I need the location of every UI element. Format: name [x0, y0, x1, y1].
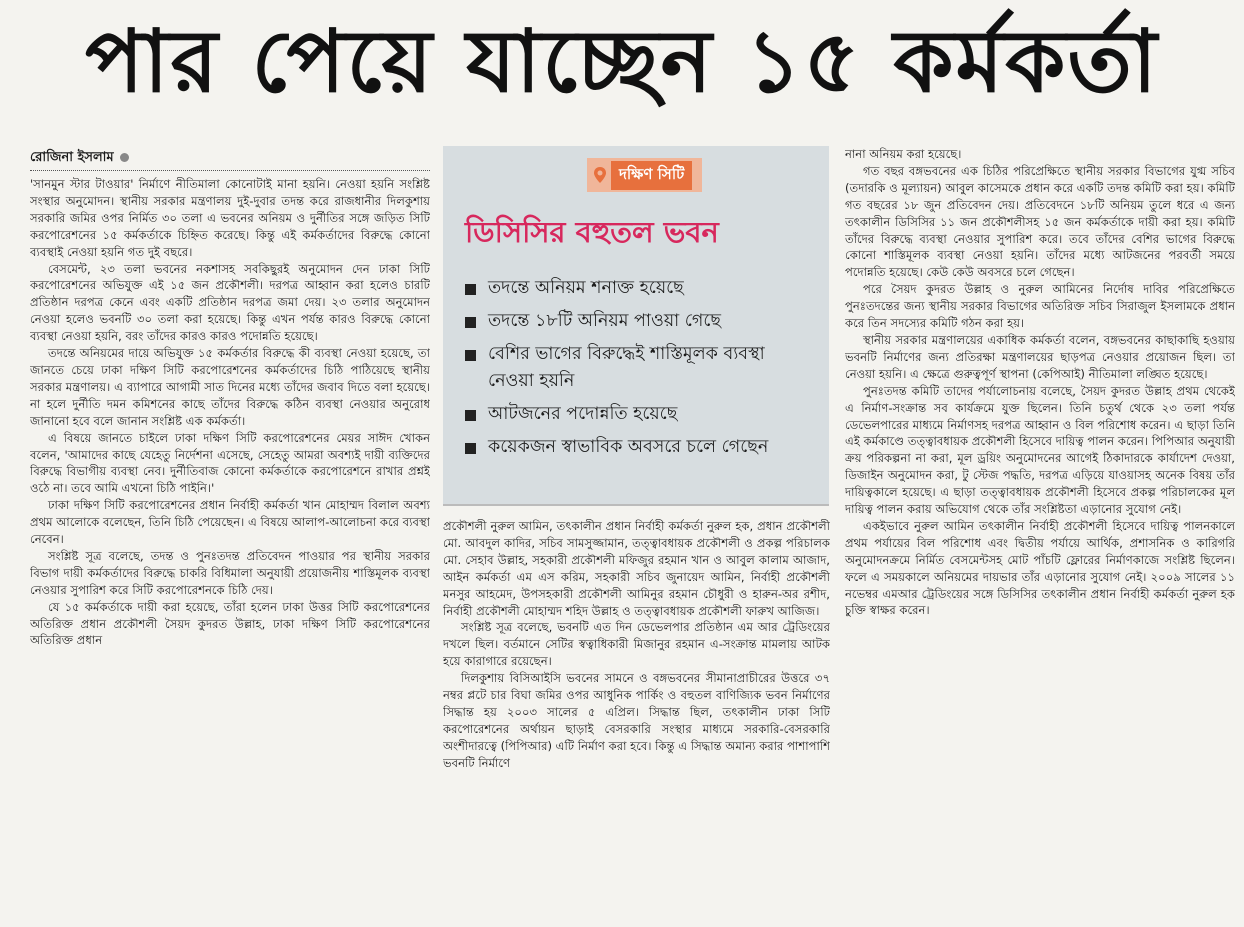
box-title: ডিসিসির বহুতল ভবন: [465, 215, 719, 249]
list-item-text: তদন্তে ১৮টি অনিয়ম পাওয়া গেছে: [488, 311, 721, 331]
paragraph: একইভাবে নুরুল আমিন তৎকালীন নির্বাহী প্রকৌশলী হিসেবে দায়িত্ব পালনকালে প্রথম পর্যায়ের বিল পরিশোধ এবং দ্বিতীয় পর্যায়ে আর্থিক, প্রশাসনিক ও কারিগরি অনুমোদনক্রমে নির্মিত বেসমেন্টসহ মোট পাঁচটি ফ্লোরের নির্মাণকাজে সংশ্লিষ্ট ছিলেন। ফলে এ সময়কালে অনিয়মের দায়ভার তাঁর এড়ানোর সুযোগ নেই। ২০০৯ সালের ১১ নভেম্বর এমআর ট্রেডিংয়ের সঙ্গে ডিসিসির তৎকালীন প্রধান নির্বাহী কর্মকর্তা নুরুল হক চুক্তি স্বাক্ষর করেন।: [845, 518, 1235, 618]
paragraph: 'সানমুন স্টার টাওয়ার' নির্মাণে নীতিমালা কোনোটাই মানা হয়নি। নেওয়া হয়নি সংশ্লিষ্ট সংস্থার অনুমোদন। স্থানীয় সরকার মন্ত্রণালয় দুই-দুবার তদন্ত করে রাজধানীর দিলকুশায় সরকারি জমির ওপর নির্মিত ৩০ তলা এ ভবনের অনিয়ম ও দুর্নীতির সঙ্গে জড়িত সিটি করপোরেশনের ১৫ কর্মকর্তাকে চিহ্নিত করেছে। কিন্তু এই কর্মকর্তাদের বিরুদ্ধে কোনো ব্যবস্থাই নেওয়া হয়নি গত দুই বছরে।: [30, 177, 430, 259]
paragraph: গত বছর বঙ্গভবনের এক চিঠির পরিপ্রেক্ষিতে স্থানীয় সরকার বিভাগের যুগ্ম সচিব (তদারকি ও মূল্যায়ন) আবুল কাসেমকে প্রধান করে একটি তদন্ত কমিটি করা হয়। কমিটি গত বছরের ১৮ জুন প্রতিবেদন দেয়। প্রতিবেদনে ১৮টি অনিয়ম তুলে ধরে এ জন্য তৎকালীন ডিসিসির ১১ জন প্রকৌশলীসহ ১৫ জন কর্মকর্তাকে দায়ী করা হয়। কমিটি তাঁদের বিরুদ্ধে ব্যবস্থা নেওয়ার সুপারিশ করে। তবে তাঁদের বেশির ভাগের বিরুদ্ধে কোনো শাস্তিমূলক ব্যবস্থা নেওয়া হয়নি। তাঁদের মধ্যে আটজনের পরবর্তী সময়ে পদোন্নতি হয়েছে। কেউ কেউ অবসরে চলে গেছেন।: [845, 163, 1235, 280]
paragraph: ঢাকা দক্ষিণ সিটি করপোরেশনের প্রধান নির্বাহী কর্মকর্তা খান মোহাম্মদ বিলাল অবশ্য প্রথম আলোকে বলেছেন, তিনি চিঠি পেয়েছেন। এ বিষয়ে আলাপ-আলোচনা করে ব্যবস্থা নেবেন।: [30, 498, 430, 547]
author-name: রোজিনা ইসলাম: [30, 150, 114, 165]
article-column-3: [845, 146, 1235, 921]
list-item-text: কয়েকজন স্বাভাবিক অবসরে চলে গেছেন: [488, 437, 769, 457]
paragraph: বেসমেন্ট, ২৩ তলা ভবনের নকশাসহ সবকিছুরই অনুমোদন দেন ঢাকা সিটি করপোরেশনের অভিযুক্ত এই ১৫ জন প্রকৌশলী। দরপত্র আহ্বান করা হলেও চারটি প্রতিষ্ঠান দরপত্র কেনে এবং একটি প্রতিষ্ঠান দরপত্র জমা দেয়। ২৩ তলার অনুমোদন নেওয়া হলেও ভবনটি ৩০ তলা করা হয়েছে। কিন্তু এখন পর্যন্ত কারও বিরুদ্ধে কোনো ব্যবস্থা নেওয়া হয়নি, বরং তাঁদের কারও কারও পদোন্নতি হয়েছে।: [30, 261, 430, 344]
square-bullet-icon: [465, 443, 476, 454]
bullet-dot-icon: [120, 153, 129, 162]
list-item: [465, 341, 807, 395]
paragraph: পরে সৈয়দ কুদরত উল্লাহ ও নুরুল আমিনের নির্দোষ দাবির পরিপ্রেক্ষিতে পুনঃতদন্তের জন্য স্থানীয় সরকার বিভাগের অতিরিক্ত সচিব সিরাজুল ইসলামকে প্রধান করে তিন সদস্যের কমিটি গঠন করা হয়।: [845, 282, 1235, 331]
highlights-list: [465, 275, 807, 461]
paragraph: তদন্তে অনিয়মের দায়ে অভিযুক্ত ১৫ কর্মকর্তার বিরুদ্ধে কী ব্যবস্থা নেওয়া হয়েছে, তা জানতে চেয়ে ঢাকা দক্ষিণ সিটি করপোরেশনের কর্মকর্তাদের চিঠি পাঠিয়েছে স্থানীয় সরকার মন্ত্রণালয়। এ ব্যাপারে আগামী সাত দিনের মধ্যে তাঁদের জবাব দিতে বলা হয়েছে। না হলে দুর্নীতি দমন কমিশনের কাছে তাঁদের বিরুদ্ধে কঠিন ব্যবস্থা নেওয়ার অনুরোধ জানানো হবে বলে জানান সংশ্লিষ্ট এক কর্মকর্তা।: [30, 346, 430, 428]
headline: পার পেয়ে যাচ্ছেন ১৫ কর্মকর্তা: [85, 12, 1159, 112]
byline: [30, 148, 430, 169]
section-tag: [587, 158, 702, 192]
list-item: [465, 308, 807, 335]
highlights-box: [443, 146, 829, 506]
paragraph: প্রকৌশলী নুরুল আমিন, তৎকালীন প্রধান নির্বাহী কর্মকর্তা নুরুল হক, প্রধান প্রকৌশলী মো. আবদুল কাদির, সচিব সামসুজ্জামান, তত্ত্বাবধায়ক প্রকৌশলী ও প্রকল্প পরিচালক মো. সেহাব উল্লাহ, সহকারী প্রকৌশলী মফিজুর রহমান খান ও আবুল কালাম আজাদ, আইন কর্মকর্তা এম এস করিম, সহকারী সচিব জুনায়েদ আমিন, নির্বাহী প্রকৌশলী মনসুর আহমেদ, উপসহকারী প্রকৌশলী আমিনুর রহমান চৌধুরী ও হারুন-অর রশীদ, নির্বাহী প্রকৌশলী মোহাম্মদ শহিদ উল্লাহ ও তত্ত্বাবধায়ক প্রকৌশলী ফারুখ আজিজ।: [443, 519, 830, 618]
paragraph: সংশ্লিষ্ট সূত্র বলেছে, ভবনটি এত দিন ডেভেলপার প্রতিষ্ঠান এম আর ট্রেডিংয়ের দখলে ছিল। বর্তমানে সেটির স্বত্বাধিকারী মিজানুর রহমান এ-সংক্রান্ত মামলায় আটক হয়ে কারাগারে রয়েছেন।: [443, 620, 830, 669]
list-item: [465, 401, 807, 428]
list-item-text: তদন্তে অনিয়ম শনাক্ত হয়েছে: [488, 278, 684, 298]
square-bullet-icon: [465, 350, 476, 361]
paragraph: নানা অনিয়ম করা হয়েছে।: [845, 147, 962, 161]
list-item: [465, 434, 807, 461]
paragraph: পুনঃতদন্ত কমিটি তাদের পর্যালোচনায় বলেছে, সৈয়দ কুদরত উল্লাহ প্রথম থেকেই এ নির্মাণ-সংক্রান্ত সব কার্যক্রমে যুক্ত ছিলেন। তিনি চতুর্থ থেকে ২৩ তলা পর্যন্ত ডেভেলপারের মাধ্যমে নির্মাণসহ দরপত্র আহ্বান ও বিল পরিশোধ করেন। এ ছাড়া তিনি এই কর্মকাণ্ডে তত্ত্বাবধায়ক প্রকৌশলী হিসেবে দায়িত্ব পালন করেন। পিপিআর অনুযায়ী ক্রয় পরিকল্পনা না করা, মূল ড্রয়িং অনুমোদনের আগেই ঠিকাদারকে কার্যাদেশ দেওয়া, ডিজাইন অনুমোদন করা, টু স্টেজ পদ্ধতি, দরপত্র এড়িয়ে যাওয়াসহ অনেক বিষয় তাঁর দায়িত্বকালে হয়েছে। এ ছাড়া তত্ত্বাবধায়ক প্রকৌশলী হিসেবে প্রকল্প পরিচালকের মূল দায়িত্ব পালন করায় অভিযোগ থেকে তাঁর সংশ্লিষ্টতা এড়ানোর সুযোগ নেই।: [845, 383, 1235, 517]
square-bullet-icon: [465, 284, 476, 295]
paragraph: সংশ্লিষ্ট সূত্র বলেছে, তদন্ত ও পুনঃতদন্ত প্রতিবেদন পাওয়ার পর স্থানীয় সরকার বিভাগ দায়ী কর্মকর্তাদের বিরুদ্ধে চাকরি বিধিমালা অনুযায়ী প্রয়োজনীয় শাস্তিমূলক ব্যবস্থা নেওয়ার সুপারিশ করে সিটি করপোরেশনকে চিঠি দেয়।: [30, 548, 430, 597]
paragraph: এ বিষয়ে জানতে চাইলে ঢাকা দক্ষিণ সিটি করপোরেশনের মেয়র সাঈদ খোকন বলেন, 'আমাদের কাছে যেহেতু নির্দেশনা এসেছে, সেহেতু আমরা অবশ্যই দায়ী ব্যক্তিদের বিরুদ্ধে বিভাগীয় ব্যবস্থা নেব। দুর্নীতিবাজ কোনো কর্মকর্তাকে করপোরেশনে রাখার প্রশ্নই ওঠে না। তবে আমি এখনো চিঠি পাইনি।': [30, 430, 430, 496]
list-item-text: বেশির ভাগের বিরুদ্ধেই শাস্তিমূলক ব্যবস্থা নেওয়া হয়নি: [488, 344, 765, 391]
byline-divider: [30, 170, 430, 171]
list-item: [465, 275, 807, 302]
list-item-text: আটজনের পদোন্নতি হয়েছে: [488, 404, 678, 424]
article-column-2: [443, 518, 830, 921]
article-column-1: [30, 176, 430, 921]
square-bullet-icon: [465, 410, 476, 421]
paragraph: যে ১৫ কর্মকর্তাকে দায়ী করা হয়েছে, তাঁরা হলেন ঢাকা উত্তর সিটি করপোরেশনের অতিরিক্ত প্রধান প্রকৌশলী সৈয়দ কুদরত উল্লাহ, ঢাকা দক্ষিণ সিটি করপোরেশনের অতিরিক্ত প্রধান: [30, 599, 430, 648]
paragraph: স্থানীয় সরকার মন্ত্রণালয়ের একাধিক কর্মকর্তা বলেন, বঙ্গভবনের কাছাকাছি হওয়ায় ভবনটি নির্মাণের জন্য প্রতিরক্ষা মন্ত্রণালয়ের ছাড়পত্র নেওয়ার প্রয়োজন ছিল। তা নেওয়া হয়নি। এ ক্ষেত্রে গুরুত্বপূর্ণ স্থাপনা (কেপিআই) নীতিমালা লঙ্ঘিত হয়েছে।: [845, 332, 1235, 381]
square-bullet-icon: [465, 317, 476, 328]
section-tag-label: দক্ষিণ সিটি: [611, 161, 692, 190]
paragraph: দিলকুশায় বিসিআইসি ভবনের সামনে ও বঙ্গভবনের সীমানাপ্রাচীরের উত্তরে ৩৭ নম্বর প্লটে চার বিঘা জমির ওপর আধুনিক পার্কিং ও বহুতল বাণিজ্যিক ভবন নির্মাণের সিদ্ধান্ত হয় ২০০৩ সালের ৫ এপ্রিল। সিদ্ধান্ত ছিল, তৎকালীন ঢাকা সিটি করপোরেশনের অর্থায়ন ছাড়াই বেসরকারি সংস্থার মাধ্যমে সরকারি-বেসরকারি অংশীদারত্বে (পিপিআর) এটি নির্মাণ করা হবে। কিন্তু এ সিদ্ধান্ত অমান্য করার পাশাপাশি ভবনটি নির্মাণে: [443, 671, 830, 770]
map-pin-icon: [593, 166, 607, 184]
